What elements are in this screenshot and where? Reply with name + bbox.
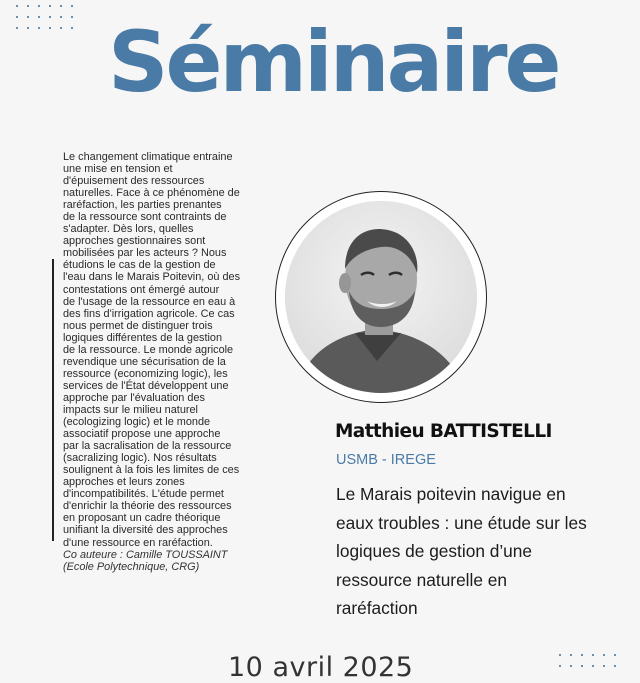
abstract-line: revendique une sécurisation de la [63, 355, 226, 368]
dot [570, 665, 572, 667]
abstract-line: de l'usage de la ressource en eau à [63, 295, 236, 308]
abstract-line: d'épuisement des ressources [63, 175, 205, 188]
dot [570, 654, 572, 656]
abstract-line: (sacralizing logic). Nos résultats [63, 452, 217, 465]
abstract-line: soulignent à la fois les limites de ces [63, 464, 240, 477]
abstract-line: en proposant un cadre théorique [63, 512, 221, 525]
talk-title-line: ressource naturelle en [336, 569, 507, 590]
abstract-line: unifiant la diversité des approches [63, 524, 228, 537]
abstract-text [63, 151, 273, 573]
abstract-line: l'eau dans le Marais Poitevin, où des [63, 271, 241, 284]
abstract-line: s'adapter. Dès lors, quelles [63, 223, 194, 236]
dot [38, 16, 40, 18]
abstract-line: étudions le cas de la gestion de [63, 259, 216, 272]
dot [27, 5, 29, 7]
speaker-affiliation: USMB - IREGE [336, 452, 436, 468]
dot [614, 665, 616, 667]
dot [71, 27, 73, 29]
abstract-line: d'enrichir la théorie des ressources [63, 500, 232, 513]
dot [38, 27, 40, 29]
dot [559, 654, 561, 656]
dot [60, 16, 62, 18]
dot [71, 5, 73, 7]
abstract-line: services de l'État développent une [63, 379, 229, 392]
speaker-portrait-icon [285, 201, 477, 393]
abstract-line: impacts sur le milieu naturel [63, 403, 198, 416]
page-title: Séminaire [108, 13, 559, 111]
dot [581, 654, 583, 656]
dot [49, 27, 51, 29]
abstract-line: de la ressource. Le monde agricole [63, 343, 234, 356]
talk-title-line: Le Marais poitevin navigue en [336, 484, 566, 504]
abstract-line: de la ressource sont contraints de [63, 211, 227, 224]
dot [60, 27, 62, 29]
speaker-photo [285, 201, 477, 393]
abstract-accent-bar [52, 259, 54, 541]
dot [49, 5, 51, 7]
abstract-line: par la sacralisation de la ressource [63, 440, 232, 453]
abstract-line: d'incompatibilités. L'étude permet [63, 488, 224, 501]
dot [38, 5, 40, 7]
dot [559, 665, 561, 667]
talk-title-line: logiques de gestion d’une [336, 541, 533, 562]
dot [614, 654, 616, 656]
abstract-line: associatif propose une approche [63, 428, 221, 441]
dot [592, 654, 594, 656]
abstract-line: nous permet de distinguer trois [63, 319, 213, 332]
dot [49, 16, 51, 18]
dot [27, 27, 29, 29]
abstract-line: Le changement climatique entraine [63, 151, 233, 163]
abstract-line: logiques différentes de la gestion [63, 331, 223, 344]
speaker-name: Matthieu BATTISTELLI [335, 421, 552, 442]
dot [16, 16, 18, 18]
dot [16, 5, 18, 7]
dot [603, 665, 605, 667]
abstract-line: une mise en tension et [63, 163, 173, 176]
dot [60, 5, 62, 7]
abstract-line: des fins d'irrigation agricole. Ce cas [63, 307, 235, 320]
abstract-line: approches et leurs zones [63, 476, 185, 489]
dot [27, 16, 29, 18]
abstract-line: (ecologizing logic) et le monde [63, 416, 211, 429]
abstract-line: raréfaction, les parties prenantes [63, 199, 222, 212]
coauthor-line: Co auteure : Camille TOUSSAINT [63, 548, 228, 561]
abstract-line: approche par l'évaluation des [63, 391, 205, 404]
abstract-line: ressource (economizing logic), les [63, 367, 228, 380]
talk-title [336, 480, 636, 623]
abstract-line: approches gestionnaires sont [63, 235, 206, 248]
talk-title-line: eaux troubles : une étude sur les [336, 512, 587, 533]
abstract-line: mobilisées par les acteurs ? Nous [63, 247, 227, 260]
abstract-line: contestations ont émergé autour [63, 283, 220, 296]
talk-title-line: raréfaction [336, 598, 418, 619]
dot [71, 16, 73, 18]
abstract-line: naturelles. Face à ce phénomène de [63, 187, 240, 200]
dot [603, 654, 605, 656]
abstract-line: d'une ressource en raréfaction. [63, 536, 213, 549]
event-date: 10 avril 2025 [228, 652, 414, 683]
dot [581, 665, 583, 667]
coauthor-affiliation: (Ecole Polytechnique, CRG) [63, 560, 200, 573]
dot [16, 27, 18, 29]
dot [592, 665, 594, 667]
